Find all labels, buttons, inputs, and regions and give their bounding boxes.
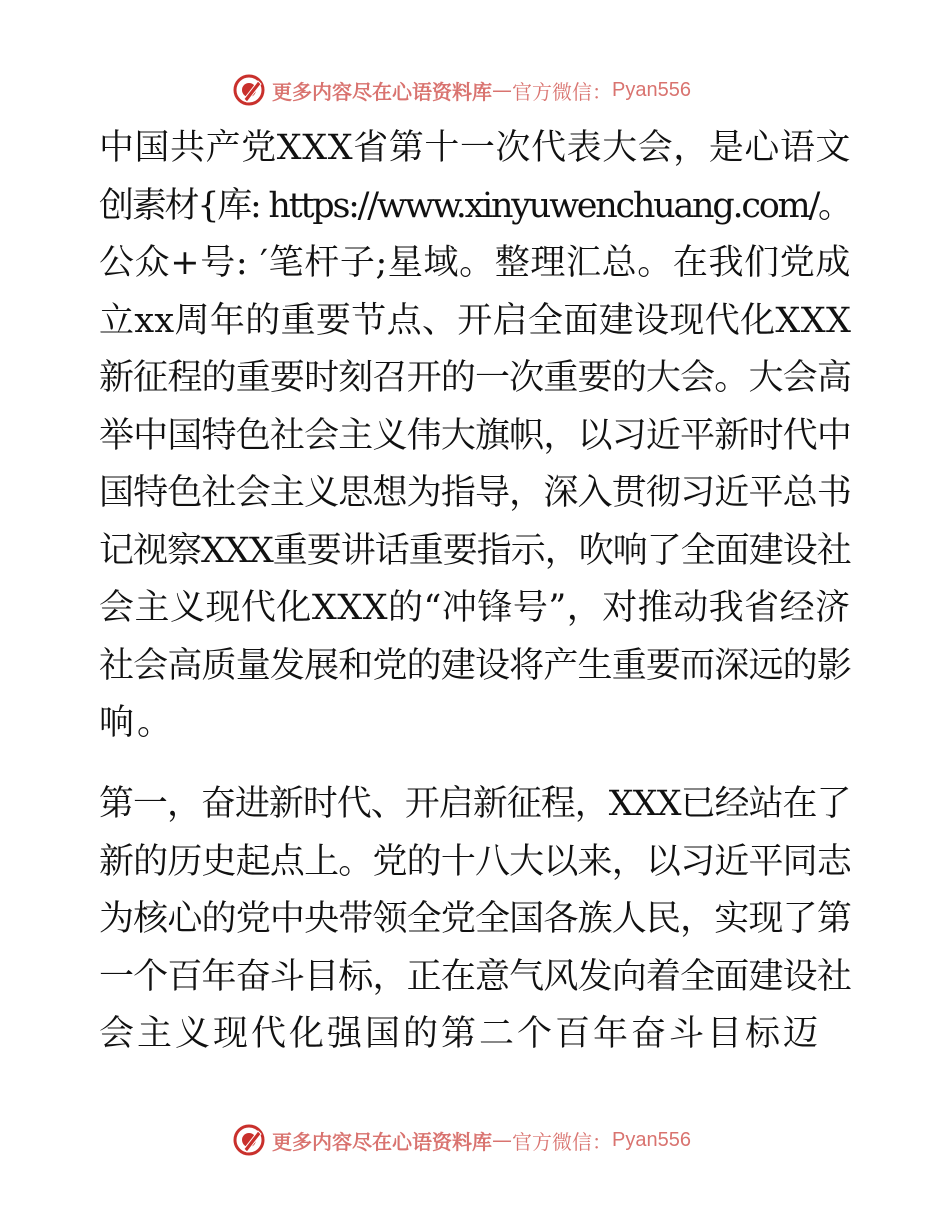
banner-separator: — — [492, 1128, 512, 1152]
paragraph-2 — [99, 776, 851, 1064]
banner-wechat-id: Pyan556 — [612, 1128, 691, 1151]
text-line: 一个百年奋斗目标，正在意气风发向着全面建设社 — [99, 956, 852, 997]
text-line: 中国共产党XXX省第十一次代表大会，是心语文 — [99, 128, 852, 168]
footer-banner — [232, 1122, 691, 1158]
text-line: 立xx周年的重要节点、开启全面建设现代化XXX — [99, 300, 852, 341]
text-line: 第一，奋进新时代、开启新征程，XXX已经站在了 — [99, 784, 851, 824]
text-line: 国特色社会主义思想为指导，深入贯彻习近平总书 — [99, 473, 852, 513]
text-line: 响。 — [99, 703, 176, 743]
text-line: 创素材{库: https://www.xinyuwenchuang.com/。 — [99, 185, 851, 226]
banner-wechat-label: 官方微信： — [512, 1129, 612, 1154]
pen-logo-icon — [232, 73, 266, 107]
text-line: 新的历史起点上。党的十八大以来，以习近平同志 — [99, 841, 852, 882]
text-line: 会主义现代化XXX的“冲锋号”，对推动我省经济 — [99, 588, 851, 628]
header-banner — [232, 72, 691, 108]
text-line: 为核心的党中央带领全党全国各族人民，实现了第 — [99, 899, 852, 939]
banner-main-text: 更多内容尽在心语资料库 — [272, 79, 492, 104]
pen-logo-icon — [232, 1123, 266, 1157]
text-line: 公众+号: ′笔杆子;星域。整理汇总。在我们党成 — [99, 243, 851, 283]
text-line: 记视察XXX重要讲话重要指示，吹响了全面建设社 — [99, 530, 851, 571]
text-line: 举中国特色社会主义伟大旗帜，以习近平新时代中 — [99, 415, 852, 456]
text-line: 社会高质量发展和党的建设将产生重要而深远的影 — [99, 645, 852, 686]
text-line: 会主义现代化强国的第二个百年奋斗目标迈 — [99, 1014, 822, 1054]
banner-wechat-id: Pyan556 — [612, 78, 691, 101]
banner-main-text: 更多内容尽在心语资料库 — [272, 1129, 492, 1154]
paragraph-1 — [99, 120, 851, 753]
banner-separator: — — [492, 78, 512, 102]
text-line: 新征程的重要时刻召开的一次重要的大会。大会高 — [99, 358, 852, 398]
banner-wechat-label: 官方微信： — [512, 79, 612, 104]
